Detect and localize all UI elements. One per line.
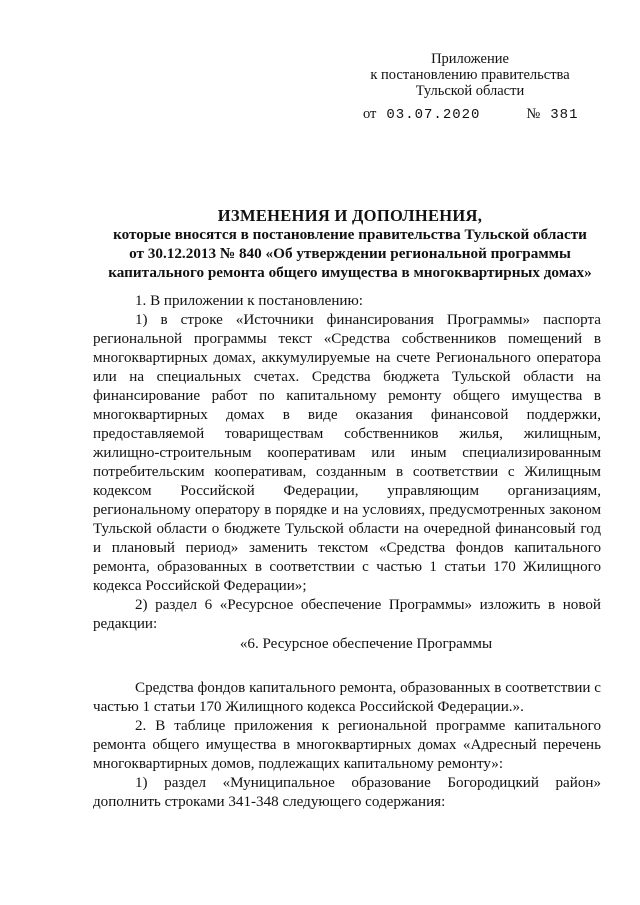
paragraph-1-2: 2) раздел 6 «Ресурсное обеспечение Программы» изложить в новой редакции: [93, 597, 601, 632]
heading-line-3: от 30.12.2013 № 840 «Об утверждении региональной программы [129, 245, 571, 262]
paragraph-section-6-text: Средства фондов капитального ремонта, образованных в соответствии с частью 1 статьи 170 Жилищного кодекса Российской Федерации.». [93, 680, 601, 715]
heading-line-2: которые вносятся в постановление правительства Тульской области [113, 226, 587, 243]
date-number-line [363, 106, 578, 123]
appendix-title: Приложение [431, 51, 509, 67]
paragraph-2-1: 1) раздел «Муниципальное образование Богородицкий район» дополнить строками 341-348 следующего содержания: [93, 775, 601, 810]
heading-title: ИЗМЕНЕНИЯ И ДОПОЛНЕНИЯ, [217, 206, 483, 225]
number-label: № [526, 106, 541, 122]
appendix-block [355, 51, 585, 99]
paragraph-1-1: 1) в строке «Источники финансирования Программы» паспорта региональной программы текст «Средства собственников помещений в многоквартирных домах, аккумулируемые на счете Регионального оператора или на специальных счетах. Средства бюджета Тульской области на финансирование работ по капитальному ремонту общего имущества в многоквартирных домах в виде оказания финансовой поддержки, предоставляемой товариществам собственников жилья, жилищным, жилищно-строительным кооперативам или иным специализированным потребительским кооперативам, созданным в соответствии с Жилищным кодексом Российской Федерации, управляющим организациям, региональному оператору в порядке и на условиях, предусмотренных законом Тульской области о бюджете Тульской области на очередной финансовый год и плановый период» заменить текстом «Средства фондов капитального ремонта, образованных в соответствии с частью 1 статьи 170 Жилищного кодекса Российской Федерации»; [93, 312, 601, 594]
appendix-line-resolution: к постановлению правительства [370, 67, 570, 83]
document-body [93, 292, 601, 812]
heading-line-4: капитального ремонта общего имущества в многоквартирных домах» [108, 264, 592, 281]
section-6-title: «6. Ресурсное обеспечение Программы [239, 636, 493, 652]
document-date: 03.07.2020 [386, 107, 481, 123]
from-label: от [363, 106, 377, 122]
document-heading [80, 206, 620, 282]
appendix-line-region: Тульской области [415, 83, 525, 99]
paragraph-1: 1. В приложении к постановлению: [135, 293, 363, 309]
paragraph-2: 2. В таблице приложения к региональной программе капитального ремонта общего имущества в многоквартирных домах «Адресный перечень многоквартирных домов, подлежащих капитальному ремонту»: [93, 718, 601, 772]
document-number: 381 [550, 107, 579, 123]
